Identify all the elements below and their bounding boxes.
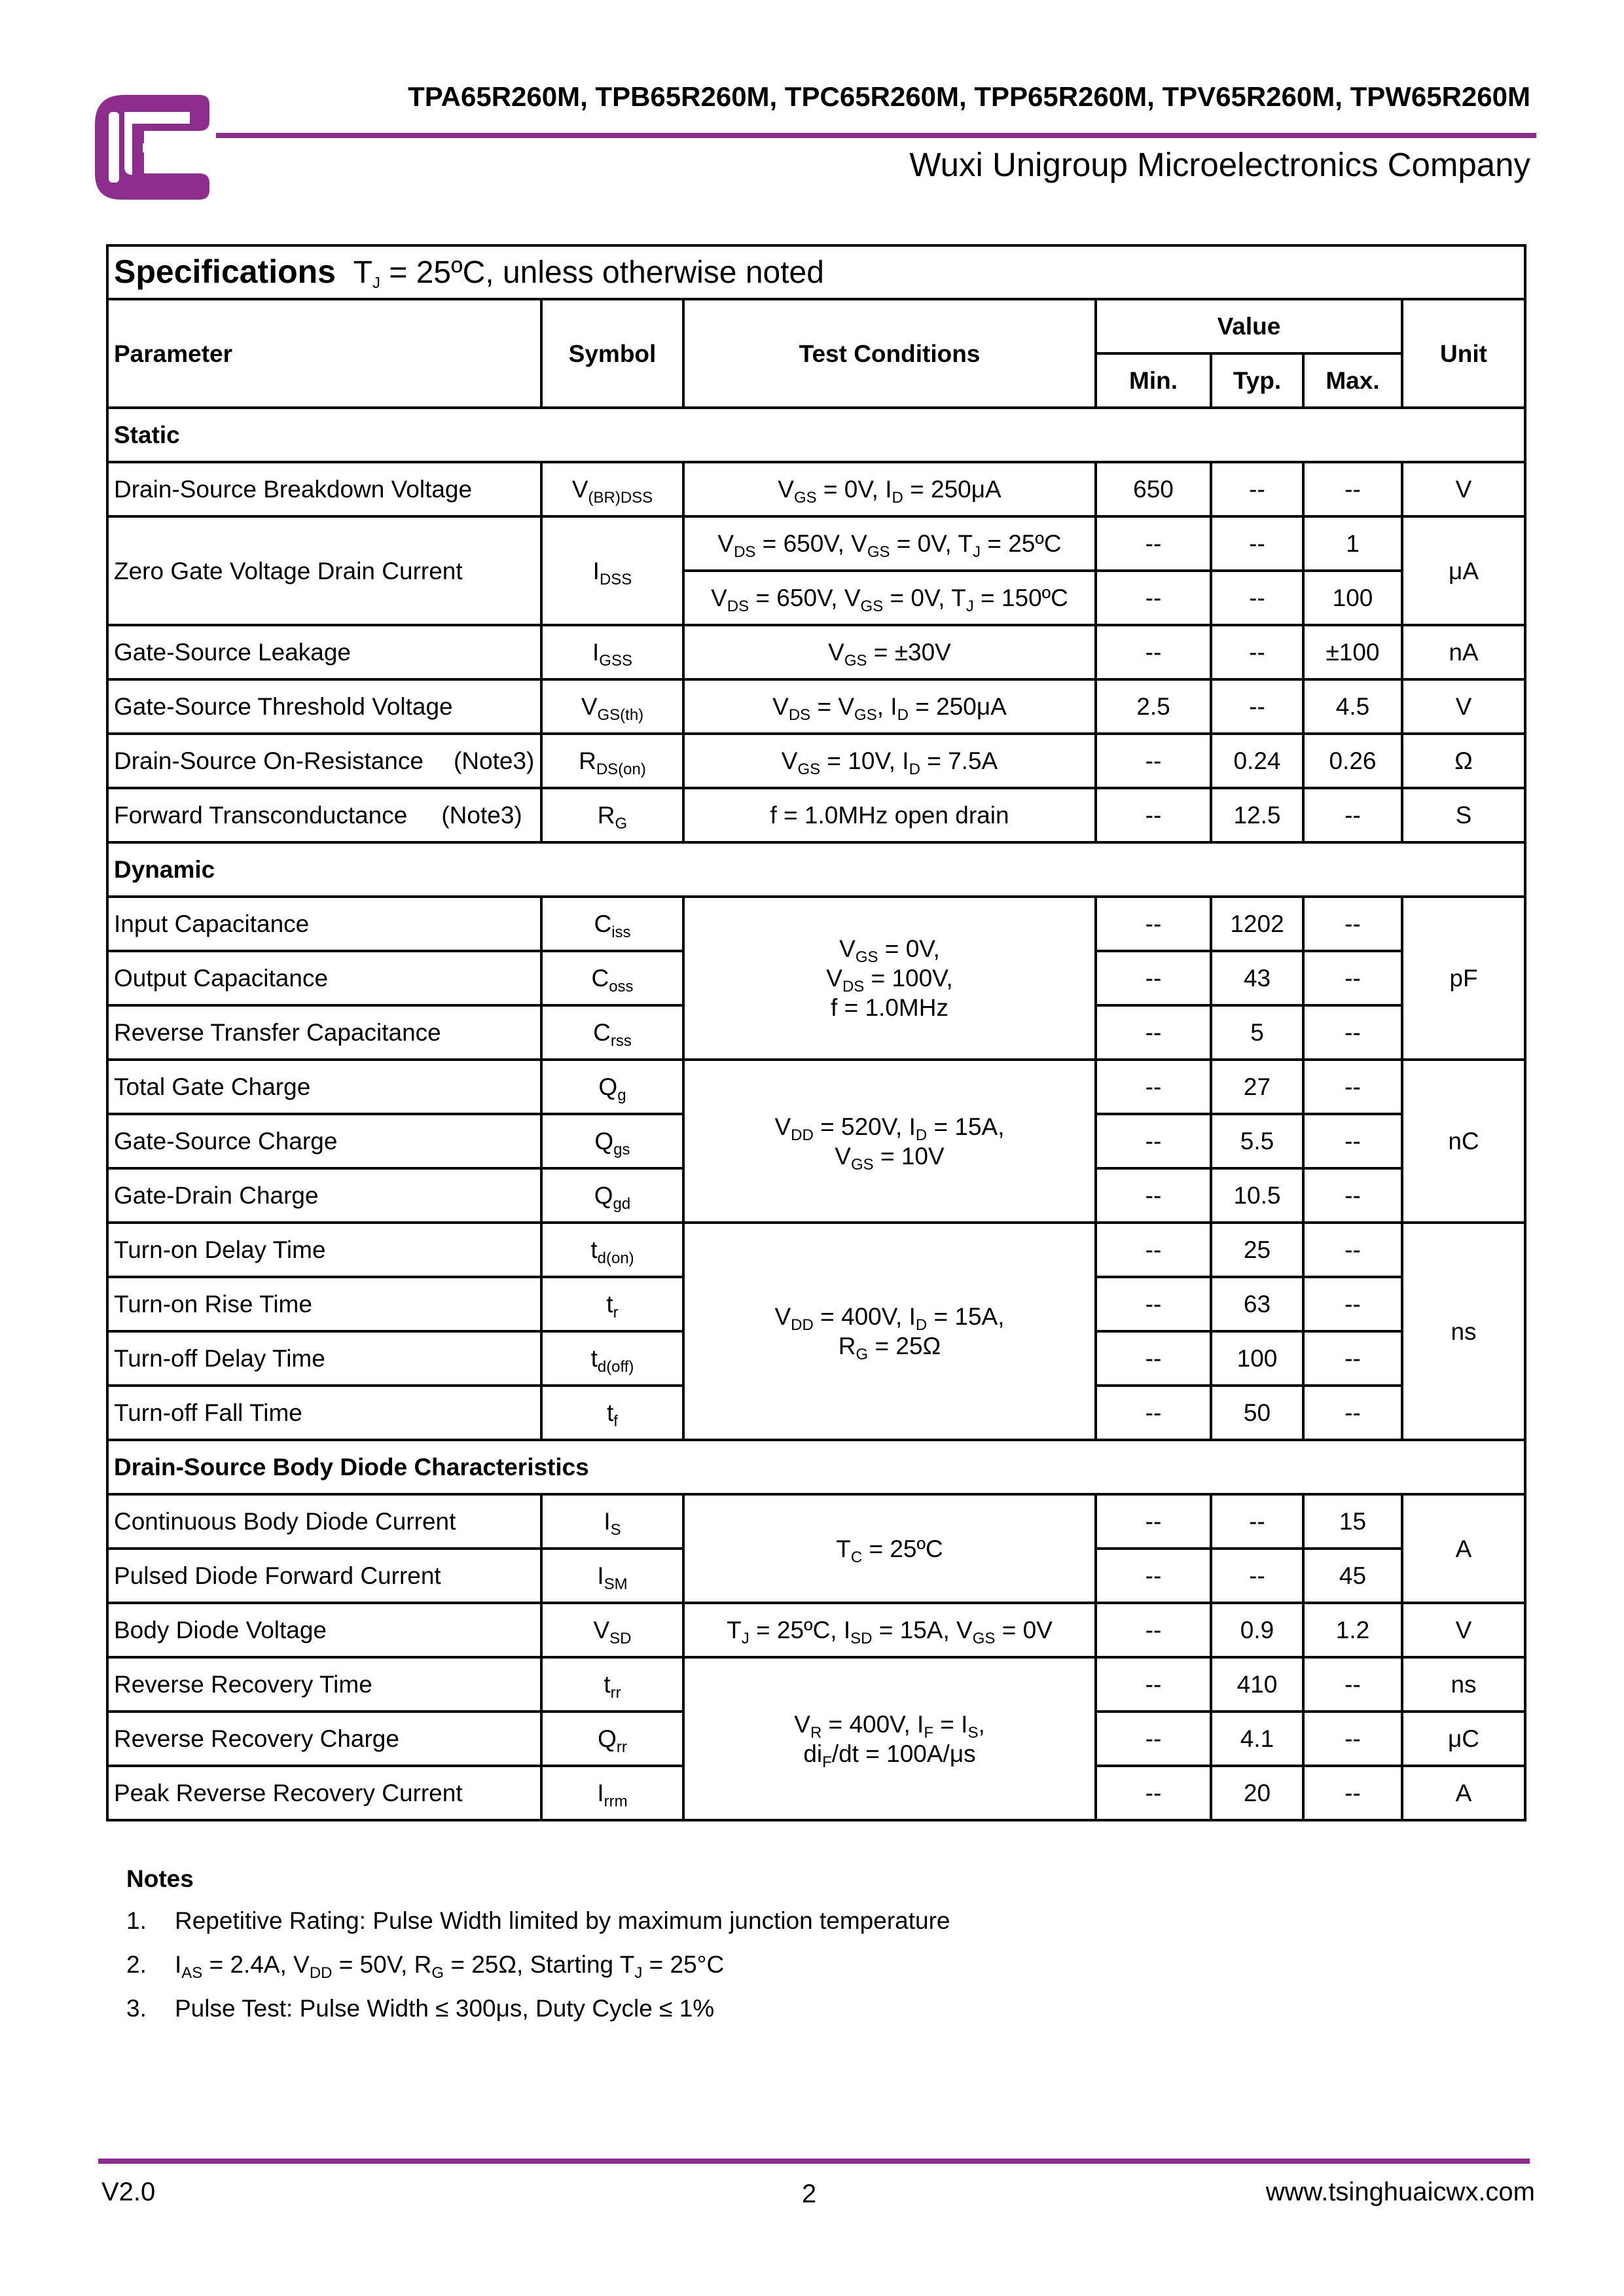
min-cell: -- bbox=[1096, 1766, 1211, 1820]
param-cell: Reverse Recovery Charge bbox=[107, 1712, 541, 1766]
max-cell: -- bbox=[1303, 1766, 1402, 1820]
table-row bbox=[107, 788, 1525, 842]
condition-cell: $V_{DD} = 520V$, $I_D = 15A$, $V_{GS} = 10V$ bbox=[683, 1060, 1096, 1223]
typ-cell: 0.24 bbox=[1211, 734, 1303, 788]
note-item: 1. Repetitive Rating: Pulse Width limited by maximum junction temperature bbox=[126, 1907, 950, 1934]
col-header-value: Value bbox=[1096, 299, 1402, 353]
unit-cell: nA bbox=[1402, 625, 1525, 679]
condition-cell: $V_{DS} = 650V$, $V_{GS} = 0V$, $T_J$ = 150ºC bbox=[683, 571, 1096, 625]
min-cell: -- bbox=[1096, 1331, 1211, 1386]
typ-cell: 10.5 bbox=[1211, 1168, 1303, 1223]
typ-cell: 25 bbox=[1211, 1223, 1303, 1277]
condition-cell: $V_{DS} = 650V$, $V_{GS} = 0V$, $T_J$ = 25ºC bbox=[683, 516, 1096, 571]
symbol-cell: $t_{d(off)}$ bbox=[541, 1331, 683, 1386]
section-dynamic: Dynamic bbox=[107, 842, 1525, 897]
max-cell: -- bbox=[1303, 1712, 1402, 1766]
header-row bbox=[107, 299, 1525, 353]
unit-cell: μA bbox=[1402, 516, 1525, 625]
max-cell: -- bbox=[1303, 1331, 1402, 1386]
param-cell: Continuous Body Diode Current bbox=[107, 1494, 541, 1549]
max-cell: 1.2 bbox=[1303, 1603, 1402, 1657]
condition-cell: $V_R = 400V$, $I_F = I_S$, $di_F/dt = 100A/\mu s$ bbox=[683, 1657, 1096, 1820]
min-cell: -- bbox=[1096, 1005, 1211, 1060]
typ-cell: 5 bbox=[1211, 1005, 1303, 1060]
min-cell: -- bbox=[1096, 1168, 1211, 1223]
typ-cell: 12.5 bbox=[1211, 788, 1303, 842]
param-cell: Drain-Source Breakdown Voltage bbox=[107, 462, 541, 516]
unit-cell: Ω bbox=[1402, 734, 1525, 788]
unit-cell: V bbox=[1402, 462, 1525, 516]
page-number: 2 bbox=[802, 2179, 817, 2208]
param-cell: Input Capacitance bbox=[107, 897, 541, 951]
col-header-symbol: Symbol bbox=[541, 299, 683, 408]
note-item: 2. $I_{AS} = 2.4A$, $V_{DD} = 50V$, $R_G = 25\Omega$, Starting $T_J = 25^\circ C$ bbox=[126, 1951, 725, 1982]
unit-cell: A bbox=[1402, 1494, 1525, 1603]
param-cell: Drain-Source On-Resistance (Note3) bbox=[107, 734, 541, 788]
min-cell: -- bbox=[1096, 1494, 1211, 1549]
website-link[interactable]: www.tsinghuaicwx.com bbox=[1265, 2178, 1535, 2206]
max-cell: -- bbox=[1303, 788, 1402, 842]
max-cell: -- bbox=[1303, 1005, 1402, 1060]
symbol-cell: $I_{SM}$ bbox=[541, 1549, 683, 1603]
param-cell: Turn-on Delay Time bbox=[107, 1223, 541, 1277]
symbol-cell: $R_G$ bbox=[541, 788, 683, 842]
max-cell: ±100 bbox=[1303, 625, 1402, 679]
col-header-test-conditions: Test Conditions bbox=[683, 299, 1096, 408]
notes-section bbox=[126, 1865, 950, 2039]
max-cell: 45 bbox=[1303, 1549, 1402, 1603]
typ-cell: 20 bbox=[1211, 1766, 1303, 1820]
typ-cell: 4.1 bbox=[1211, 1712, 1303, 1766]
symbol-cell: $I_S$ bbox=[541, 1494, 683, 1549]
param-cell: Gate-Source Charge bbox=[107, 1114, 541, 1168]
part-numbers-header: TPA65R260M, TPB65R260M, TPC65R260M, TPP65R260M, TPV65R260M, TPW65R260M bbox=[408, 81, 1530, 112]
max-cell: -- bbox=[1303, 1386, 1402, 1440]
typ-cell: 50 bbox=[1211, 1386, 1303, 1440]
param-cell: Peak Reverse Recovery Current bbox=[107, 1766, 541, 1820]
max-cell: 0.26 bbox=[1303, 734, 1402, 788]
symbol-cell: $I_{DSS}$ bbox=[541, 516, 683, 625]
symbol-cell: $I_{rrm}$ bbox=[541, 1766, 683, 1820]
col-header-max: Max. bbox=[1303, 353, 1402, 408]
unit-cell: ns bbox=[1402, 1657, 1525, 1712]
min-cell: -- bbox=[1096, 1603, 1211, 1657]
max-cell: -- bbox=[1303, 1223, 1402, 1277]
param-cell: Reverse Transfer Capacitance bbox=[107, 1005, 541, 1060]
max-cell: -- bbox=[1303, 462, 1402, 516]
symbol-cell: $t_r$ bbox=[541, 1277, 683, 1331]
col-header-unit: Unit bbox=[1402, 299, 1525, 408]
max-cell: 4.5 bbox=[1303, 679, 1402, 734]
table-row bbox=[107, 625, 1525, 679]
typ-cell: 63 bbox=[1211, 1277, 1303, 1331]
min-cell: -- bbox=[1096, 1386, 1211, 1440]
symbol-cell: $R_{DS(on)}$ bbox=[541, 734, 683, 788]
max-cell: -- bbox=[1303, 1114, 1402, 1168]
table-row bbox=[107, 897, 1525, 951]
symbol-cell: $I_{GSS}$ bbox=[541, 625, 683, 679]
min-cell: -- bbox=[1096, 788, 1211, 842]
table-row bbox=[107, 734, 1525, 788]
param-cell: Output Capacitance bbox=[107, 951, 541, 1005]
condition-cell: $V_{DS} = V_{GS}$, $I_D = 250\mu A$ bbox=[683, 679, 1096, 734]
condition-cell: $T_C$ = 25ºC bbox=[683, 1494, 1096, 1603]
param-cell: Total Gate Charge bbox=[107, 1060, 541, 1114]
symbol-cell: $t_{rr}$ bbox=[541, 1657, 683, 1712]
company-name: Wuxi Unigroup Microelectronics Company bbox=[909, 146, 1530, 183]
typ-cell: 100 bbox=[1211, 1331, 1303, 1386]
table-title-row bbox=[107, 245, 1525, 299]
typ-cell: 0.9 bbox=[1211, 1603, 1303, 1657]
param-cell: Forward Transconductance (Note3) bbox=[107, 788, 541, 842]
table-row bbox=[107, 462, 1525, 516]
symbol-cell: $C_{rss}$ bbox=[541, 1005, 683, 1060]
section-body-diode: Drain-Source Body Diode Characteristics bbox=[107, 1440, 1525, 1494]
condition-cell: $V_{GS} = 10V$, $I_D = 7.5A$ bbox=[683, 734, 1096, 788]
col-header-min: Min. bbox=[1096, 353, 1211, 408]
max-cell: -- bbox=[1303, 1277, 1402, 1331]
note-item: 3. Pulse Test: Pulse Width ≤ 300μs, Duty Cycle ≤ 1% bbox=[126, 1995, 715, 2022]
typ-cell: 1202 bbox=[1211, 897, 1303, 951]
unit-cell: pF bbox=[1402, 897, 1525, 1060]
table-row bbox=[107, 1060, 1525, 1114]
param-cell: Zero Gate Voltage Drain Current bbox=[107, 516, 541, 625]
typ-cell: -- bbox=[1211, 679, 1303, 734]
min-cell: -- bbox=[1096, 1114, 1211, 1168]
min-cell: -- bbox=[1096, 1712, 1211, 1766]
param-cell: Pulsed Diode Forward Current bbox=[107, 1549, 541, 1603]
typ-cell: 410 bbox=[1211, 1657, 1303, 1712]
min-cell: -- bbox=[1096, 1060, 1211, 1114]
typ-cell: 43 bbox=[1211, 951, 1303, 1005]
symbol-cell: $V_{GS(th)}$ bbox=[541, 679, 683, 734]
max-cell: -- bbox=[1303, 897, 1402, 951]
typ-cell: 27 bbox=[1211, 1060, 1303, 1114]
specifications-table bbox=[106, 244, 1526, 1821]
table-row bbox=[107, 1223, 1525, 1277]
table-row bbox=[107, 1603, 1525, 1657]
min-cell: -- bbox=[1096, 516, 1211, 571]
symbol-cell: $t_{d(on)}$ bbox=[541, 1223, 683, 1277]
section-row bbox=[107, 1440, 1525, 1494]
unit-cell: A bbox=[1402, 1766, 1525, 1820]
max-cell: -- bbox=[1303, 1060, 1402, 1114]
version-label: V2.0 bbox=[101, 2178, 156, 2206]
min-cell: 2.5 bbox=[1096, 679, 1211, 734]
unit-cell: nC bbox=[1402, 1060, 1525, 1223]
symbol-cell: $V_{(BR)DSS}$ bbox=[541, 462, 683, 516]
notes-heading: Notes bbox=[126, 1865, 194, 1892]
header-divider bbox=[216, 133, 1536, 138]
param-cell: Reverse Recovery Time bbox=[107, 1657, 541, 1712]
max-cell: 1 bbox=[1303, 516, 1402, 571]
symbol-cell: $Q_{rr}$ bbox=[541, 1712, 683, 1766]
max-cell: -- bbox=[1303, 1657, 1402, 1712]
symbol-cell: $Q_{gs}$ bbox=[541, 1114, 683, 1168]
param-cell: Gate-Source Leakage bbox=[107, 625, 541, 679]
unit-cell: V bbox=[1402, 1603, 1525, 1657]
col-header-parameter: Parameter bbox=[107, 299, 541, 408]
symbol-cell: $t_f$ bbox=[541, 1386, 683, 1440]
min-cell: -- bbox=[1096, 625, 1211, 679]
section-row bbox=[107, 842, 1525, 897]
condition-cell: $V_{GS} = 0V$, $V_{DS} = 100V$, f = 1.0MHz bbox=[683, 897, 1096, 1060]
max-cell: -- bbox=[1303, 1168, 1402, 1223]
condition-cell: f = 1.0MHz open drain bbox=[683, 788, 1096, 842]
param-cell: Turn-on Rise Time bbox=[107, 1277, 541, 1331]
section-static: Static bbox=[107, 408, 1525, 462]
section-row bbox=[107, 408, 1525, 462]
symbol-cell: $Q_g$ bbox=[541, 1060, 683, 1114]
max-cell: 15 bbox=[1303, 1494, 1402, 1549]
param-cell: Body Diode Voltage bbox=[107, 1603, 541, 1657]
min-cell: -- bbox=[1096, 897, 1211, 951]
min-cell: -- bbox=[1096, 951, 1211, 1005]
min-cell: -- bbox=[1096, 734, 1211, 788]
typ-cell: 5.5 bbox=[1211, 1114, 1303, 1168]
table-row bbox=[107, 1494, 1525, 1549]
min-cell: -- bbox=[1096, 1657, 1211, 1712]
condition-cell: $T_J$ = 25ºC, $I_{SD} = 15A$, $V_{GS} = 0V$ bbox=[683, 1603, 1096, 1657]
param-cell: Gate-Source Threshold Voltage bbox=[107, 679, 541, 734]
typ-cell: -- bbox=[1211, 516, 1303, 571]
unit-cell: ns bbox=[1402, 1223, 1525, 1440]
min-cell: -- bbox=[1096, 1549, 1211, 1603]
typ-cell: -- bbox=[1211, 462, 1303, 516]
param-cell: Gate-Drain Charge bbox=[107, 1168, 541, 1223]
table-title: Specifications $T_J$ = 25ºC, unless otherwise noted bbox=[107, 245, 1525, 299]
condition-cell: $V_{GS} = 0V$, $I_D = 250\mu A$ bbox=[683, 462, 1096, 516]
unit-cell: μC bbox=[1402, 1712, 1525, 1766]
unit-cell: V bbox=[1402, 679, 1525, 734]
condition-cell: $V_{DD} = 400V$, $I_D = 15A$, $R_G = 25\Omega$ bbox=[683, 1223, 1096, 1440]
col-header-typ: Typ. bbox=[1211, 353, 1303, 408]
typ-cell: -- bbox=[1211, 625, 1303, 679]
table-row bbox=[107, 679, 1525, 734]
symbol-cell: $V_{SD}$ bbox=[541, 1603, 683, 1657]
footer-divider bbox=[98, 2159, 1530, 2164]
max-cell: 100 bbox=[1303, 571, 1402, 625]
condition-cell: $V_{GS} = \pm 30V$ bbox=[683, 625, 1096, 679]
unit-cell: S bbox=[1402, 788, 1525, 842]
min-cell: 650 bbox=[1096, 462, 1211, 516]
typ-cell: -- bbox=[1211, 571, 1303, 625]
typ-cell: -- bbox=[1211, 1549, 1303, 1603]
unigroup-logo-icon bbox=[85, 75, 216, 206]
table-row bbox=[107, 1657, 1525, 1712]
symbol-cell: $Q_{gd}$ bbox=[541, 1168, 683, 1223]
min-cell: -- bbox=[1096, 1223, 1211, 1277]
param-cell: Turn-off Delay Time bbox=[107, 1331, 541, 1386]
min-cell: -- bbox=[1096, 1277, 1211, 1331]
symbol-cell: $C_{oss}$ bbox=[541, 951, 683, 1005]
symbol-cell: $C_{iss}$ bbox=[541, 897, 683, 951]
table-row bbox=[107, 516, 1525, 571]
min-cell: -- bbox=[1096, 571, 1211, 625]
max-cell: -- bbox=[1303, 951, 1402, 1005]
param-cell: Turn-off Fall Time bbox=[107, 1386, 541, 1440]
typ-cell: -- bbox=[1211, 1494, 1303, 1549]
